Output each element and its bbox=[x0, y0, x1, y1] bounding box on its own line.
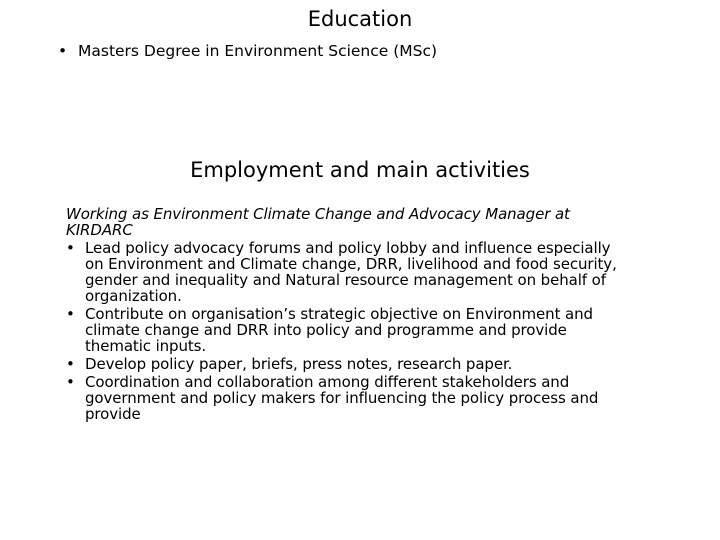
activity-item bbox=[66, 356, 666, 372]
activity-item bbox=[66, 240, 666, 304]
education-list bbox=[58, 41, 437, 61]
role-line: KIRDARC bbox=[66, 221, 133, 239]
activity-line: Develop policy paper, briefs, press notes, research paper. bbox=[85, 355, 513, 373]
activity-item bbox=[66, 306, 666, 354]
activity-line: Coordination and collaboration among different stakeholders and bbox=[85, 373, 570, 391]
activity-text bbox=[85, 374, 598, 422]
activity-line: organization. bbox=[85, 287, 182, 305]
employment-heading: Employment and main activities bbox=[190, 158, 530, 182]
bullet-icon: • bbox=[66, 305, 75, 323]
role-line: Working as Environment Climate Change and Advocacy Manager at bbox=[66, 205, 570, 223]
education-heading: Education bbox=[307, 7, 413, 31]
activity-line: gender and inequality and Natural resource management on behalf of bbox=[85, 271, 606, 289]
activity-item bbox=[66, 374, 666, 422]
activity-line: Lead policy advocacy forums and policy lobby and influence especially bbox=[85, 239, 611, 257]
activity-line: Contribute on organisation’s strategic objective on Environment and bbox=[85, 305, 593, 323]
employment-section bbox=[66, 206, 666, 422]
activity-line: climate change and DRR into policy and programme and provide bbox=[85, 321, 567, 339]
bullet-icon: • bbox=[58, 42, 68, 60]
education-item bbox=[58, 41, 437, 61]
activity-line: on Environment and Climate change, DRR, livelihood and food security, bbox=[85, 255, 617, 273]
activity-text bbox=[85, 240, 617, 304]
activity-line: government and policy makers for influencing the policy process and bbox=[85, 389, 599, 407]
bullet-icon: • bbox=[66, 373, 75, 391]
bullet-icon: • bbox=[66, 355, 75, 373]
bullet-icon: • bbox=[66, 239, 75, 257]
activity-line: thematic inputs. bbox=[85, 337, 207, 355]
activity-line: provide bbox=[85, 405, 141, 423]
role-statement bbox=[66, 206, 666, 238]
activity-text bbox=[85, 306, 593, 354]
education-item-text: Masters Degree in Environment Science (MSc) bbox=[78, 42, 438, 60]
activity-text bbox=[85, 356, 512, 372]
